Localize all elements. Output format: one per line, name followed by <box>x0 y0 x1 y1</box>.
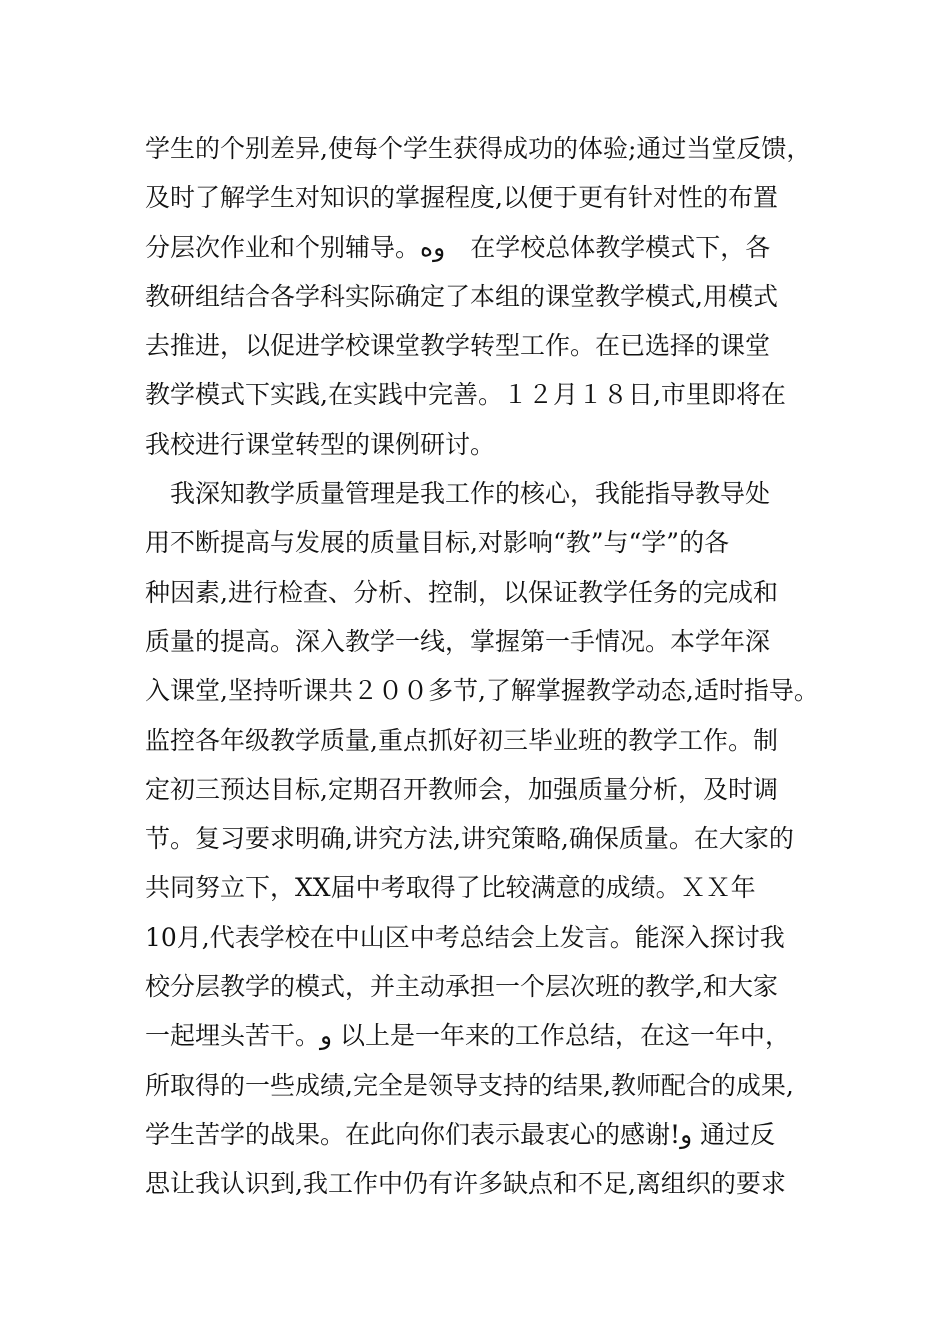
text-line: 思让我认识到,我工作中仍有许多缺点和不足,离组织的要求 <box>145 1169 786 1199</box>
text-line: 我深知教学质量管理是我工作的核心，我能指导教导处 <box>145 479 771 509</box>
text-line: 一起埋头苦干。و 以上是一年来的工作总结，在这一年中， <box>145 1021 791 1051</box>
text-line: 10月,代表学校在中山区中考总结会上发言。能深入探讨我 <box>145 922 785 952</box>
text-line: 入课堂,坚持听课共２００多节,了解掌握教学动态,适时指导。 <box>145 676 819 706</box>
text-line: 共同努立下，XX届中考取得了比较满意的成绩。ＸＸ年 <box>145 873 756 903</box>
text-line: 定初三预达目标,定期召开教师会，加强质量分析，及时调 <box>145 774 778 804</box>
text-line: 节。复习要求明确,讲究方法,讲究策略,确保质量。在大家的 <box>145 824 794 854</box>
text-line: 我校进行课堂转型的课例研讨。 <box>145 429 496 459</box>
text-line: 教学模式下实践,在实践中完善。１２月１８日,市里即将在 <box>145 380 786 410</box>
text-line: 及时了解学生对知识的掌握程度,以便于更有针对性的布置 <box>145 183 778 213</box>
text-line: 质量的提高。深入教学一线，掌握第一手情况。本学年深 <box>145 626 771 656</box>
text-line: 种因素,进行检查、分析、控制，以保证教学任务的完成和 <box>145 577 778 607</box>
text-line: 学生的个别差异,使每个学生获得成功的体验;通过当堂反馈， <box>145 134 812 163</box>
text-line: 所取得的一些成绩,完全是领导支持的结果,教师配合的成果, <box>145 1070 794 1100</box>
text-line: 去推进，以促进学校课堂教学转型工作。在已选择的课堂 <box>145 331 771 361</box>
text-line: 用不断提高与发展的质量目标,对影响“教”与“学”的各 <box>145 528 730 558</box>
text-line: 学生苦学的战果。在此向你们表示最衷心的感谢!و 通过反 <box>145 1119 776 1149</box>
text-line: 教研组结合各学科实际确定了本组的课堂教学模式,用模式 <box>145 281 778 311</box>
text-line: 校分层教学的模式，并主动承担一个层次班的教学,和大家 <box>145 972 778 1002</box>
text-line: 分层次作业和个别辅导。وه 在学校总体教学模式下，各 <box>145 232 771 262</box>
text-line: 监控各年级教学质量,重点抓好初三毕业班的教学工作。制 <box>145 725 778 755</box>
document-body-text <box>145 124 825 1209</box>
